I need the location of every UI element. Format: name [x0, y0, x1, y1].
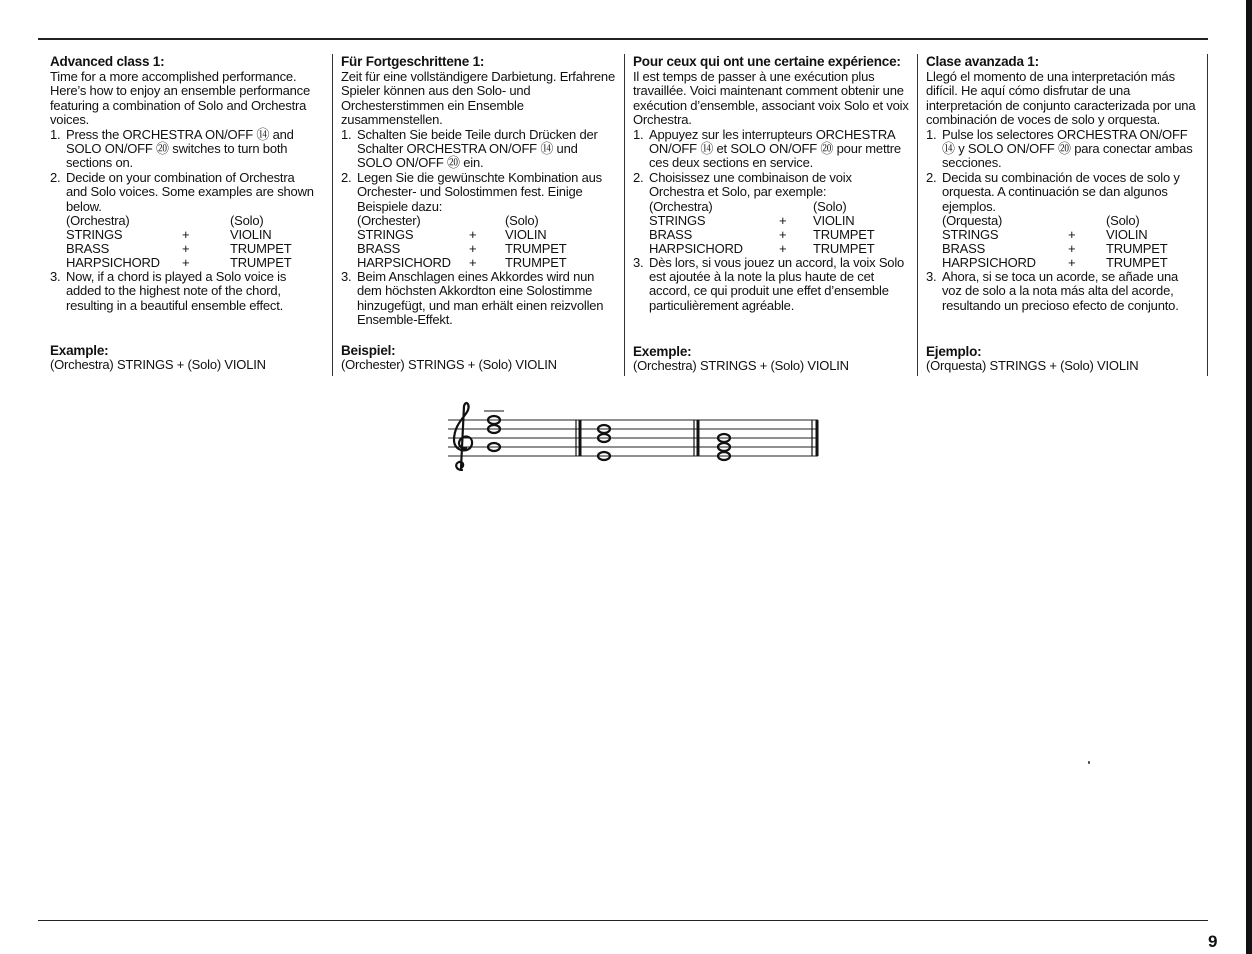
- step-number: 1.: [926, 126, 937, 142]
- step-item: [633, 171, 909, 256]
- music-staff-svg: [440, 400, 830, 480]
- orchestra-voice: HARPSICHORD: [649, 240, 743, 256]
- treble-clef-icon: [454, 403, 472, 470]
- example-text: (Orchestra) STRINGS + (Solo) VIOLIN: [633, 358, 849, 373]
- plus-sign: +: [469, 227, 477, 243]
- solo-voice: TRUMPET: [1106, 255, 1168, 271]
- step-number: 3.: [50, 269, 61, 285]
- bottom-rule: [38, 920, 1208, 921]
- example-text: (Orchestra) STRINGS + (Solo) VIOLIN: [50, 357, 266, 372]
- example-block: [50, 343, 266, 372]
- orchestra-header: (Orchester): [357, 213, 421, 229]
- step-item: [50, 270, 316, 313]
- orchestra-header: (Orchestra): [66, 213, 130, 229]
- column-divider: [1207, 54, 1208, 376]
- music-staff-illustration: [440, 400, 830, 480]
- staff-lines: [448, 420, 818, 456]
- column-divider: [332, 54, 333, 376]
- step-number: 3.: [341, 269, 352, 285]
- steps-list: [926, 128, 1200, 314]
- step-text: Decide on your combination of Orchestra and Solo voices. Some examples are shown below.: [66, 169, 314, 214]
- orchestra-voice: HARPSICHORD: [66, 255, 160, 271]
- column-divider: [917, 54, 918, 376]
- orchestra-voice: BRASS: [942, 241, 986, 257]
- plus-sign: +: [182, 255, 190, 271]
- step-text: Pulse los selectores ORCHESTRA ON/OFF ⑭ y SOLO ON/OFF ⑳ para conectar ambas secciones.: [942, 126, 1193, 171]
- step-text: Dès lors, si vous jouez un accord, la voix Solo est ajoutée à la note la plus haute de cet accord, ce qui produit une effet d’ensemble particulièrement agréable.: [649, 254, 905, 313]
- example-heading: Exemple:: [633, 344, 692, 359]
- step-item: [341, 128, 615, 171]
- step-item: [926, 128, 1200, 171]
- step-text: Choisissez une combinaison de voix Orchestra et Solo, par exemple:: [649, 169, 852, 200]
- intro-text: Zeit für eine vollständigere Darbietung. Erfahrene Spieler können aus den Solo- und Orchesterstimmen ein Ensemble zusammenstellen.: [341, 69, 615, 128]
- solo-voice: TRUMPET: [813, 226, 875, 242]
- step-text: Appuyez sur les interrupteurs ORCHESTRA ON/OFF ⑭ et SOLO ON/OFF ⑳ pour mettre ces deux sections en service.: [649, 126, 901, 171]
- voice-examples-table: [341, 214, 615, 270]
- solo-voice: VIOLIN: [813, 212, 855, 228]
- step-item: [50, 128, 316, 171]
- example-block: [341, 343, 557, 372]
- voice-examples-table: [942, 214, 1200, 270]
- step-item: [633, 256, 909, 314]
- plus-sign: +: [1068, 255, 1076, 271]
- plus-sign: +: [779, 240, 787, 256]
- example-block: [633, 344, 849, 373]
- step-text: Schalten Sie beide Teile durch Drücken der Schalter ORCHESTRA ON/OFF ⑭ und SOLO ON/OFF ⑳ ein.: [357, 126, 598, 171]
- step-number: 2.: [341, 169, 352, 185]
- step-item: [341, 171, 615, 270]
- column-spanish: [926, 54, 1200, 384]
- step-item: [926, 171, 1200, 270]
- plus-sign: +: [779, 212, 787, 228]
- plus-sign: +: [1068, 227, 1076, 243]
- solo-voice: TRUMPET: [505, 241, 567, 257]
- solo-header: (Solo): [1106, 213, 1140, 229]
- step-number: 2.: [926, 169, 937, 185]
- solo-header: (Solo): [813, 198, 847, 214]
- orchestra-voice: BRASS: [649, 226, 693, 242]
- page-number: 9: [1208, 932, 1218, 951]
- example-text: (Orchester) STRINGS + (Solo) VIOLIN: [341, 357, 557, 372]
- orchestra-voice: STRINGS: [942, 227, 999, 243]
- section-title: Für Fortgeschrittene 1:: [341, 54, 485, 69]
- print-speck: [1088, 761, 1090, 764]
- steps-list: [50, 128, 316, 314]
- steps-list: [341, 128, 615, 328]
- orchestra-voice: HARPSICHORD: [942, 255, 1036, 271]
- step-number: 1.: [341, 126, 352, 142]
- step-text: Press the ORCHESTRA ON/OFF ⑭ and SOLO ON/OFF ⑳ switches to turn both sections on.: [66, 126, 294, 171]
- step-text: Now, if a chord is played a Solo voice is added to the highest note of the chord, resulting in a beautiful ensemble effect.: [66, 269, 287, 313]
- example-heading: Ejemplo:: [926, 344, 982, 359]
- step-item: [926, 270, 1200, 313]
- header-spacer: [182, 214, 230, 228]
- plus-sign: +: [182, 241, 190, 257]
- orchestra-header: (Orchestra): [649, 198, 713, 214]
- step-text: Legen Sie die gewünschte Kombination aus Orchester- und Solostimmen fest. Einige Beispiele dazu:: [357, 169, 602, 214]
- voice-examples-table: [649, 200, 909, 256]
- solo-voice: VIOLIN: [230, 227, 272, 243]
- column-french: [633, 54, 909, 384]
- example-heading: Beispiel:: [341, 343, 396, 358]
- section-title: Advanced class 1:: [50, 54, 165, 69]
- solo-voice: TRUMPET: [230, 255, 292, 271]
- intro-text: Time for a more accomplished performance. Here’s how to enjoy an ensemble performance featuring a combination of Solo and Orchestra voices.: [50, 69, 310, 128]
- intro-text: Llegó el momento de una interpretación más difícil. He aquí cómo disfrutar de una interpretación de conjunto caracterizada por una combinación de voces de solo y orquesta.: [926, 69, 1196, 128]
- column-divider: [624, 54, 625, 376]
- solo-voice: TRUMPET: [230, 241, 292, 257]
- step-number: 2.: [50, 169, 61, 185]
- step-text: Beim Anschlagen eines Akkordes wird nun dem höchsten Akkordton eine Solostimme hinzugefügt, und man erhält einen reizvollen Ensemble-Effekt.: [357, 269, 604, 328]
- section-title: Pour ceux qui ont une certaine expérience:: [633, 54, 901, 69]
- step-number: 2.: [633, 169, 644, 185]
- step-text: Decida su combinación de voces de solo y orquesta. A continuación se dan algunos ejemplos.: [942, 169, 1180, 214]
- step-item: [633, 128, 909, 171]
- plus-sign: +: [469, 241, 477, 257]
- example-block: [926, 344, 1138, 373]
- example-heading: Example:: [50, 343, 109, 358]
- solo-voice: TRUMPET: [813, 240, 875, 256]
- step-number: 1.: [633, 126, 644, 142]
- step-item: [341, 270, 615, 328]
- solo-voice: VIOLIN: [505, 227, 547, 243]
- orchestra-header: (Orquesta): [942, 213, 1003, 229]
- chord-1: [488, 416, 500, 451]
- solo-voice: VIOLIN: [1106, 227, 1148, 243]
- solo-voice: TRUMPET: [505, 255, 567, 271]
- voice-examples-table: [66, 214, 316, 270]
- orchestra-voice: STRINGS: [649, 212, 706, 228]
- plus-sign: +: [1068, 241, 1076, 257]
- header-spacer: [469, 214, 505, 228]
- orchestra-voice: STRINGS: [66, 227, 123, 243]
- step-number: 1.: [50, 126, 61, 142]
- solo-header: (Solo): [230, 213, 264, 229]
- plus-sign: +: [779, 226, 787, 242]
- plus-sign: +: [469, 255, 477, 271]
- header-spacer: [779, 200, 813, 214]
- example-text: (Orquesta) STRINGS + (Solo) VIOLIN: [926, 358, 1139, 373]
- step-text: Ahora, si se toca un acorde, se añade una voz de solo a la nota más alta del acorde, resultando un precioso efecto de conjunto.: [942, 269, 1179, 313]
- orchestra-voice: BRASS: [357, 241, 401, 257]
- intro-text: Il est temps de passer à une exécution plus travaillée. Voici maintenant comment obtenir une exécution d’ensemble, associant voix Solo et voix Orchestra.: [633, 69, 909, 128]
- solo-header: (Solo): [505, 213, 539, 229]
- solo-voice: TRUMPET: [1106, 241, 1168, 257]
- column-german: [341, 54, 615, 384]
- orchestra-voice: HARPSICHORD: [357, 255, 451, 271]
- step-number: 3.: [633, 254, 644, 270]
- page-edge-bar: [1246, 0, 1252, 954]
- top-rule: [38, 38, 1208, 40]
- header-spacer: [1068, 214, 1106, 228]
- orchestra-voice: BRASS: [66, 241, 110, 257]
- step-number: 3.: [926, 269, 937, 285]
- orchestra-voice: STRINGS: [357, 227, 414, 243]
- section-title: Clase avanzada 1:: [926, 54, 1039, 69]
- chord-2: [598, 425, 610, 460]
- steps-list: [633, 128, 909, 314]
- column-english: [50, 54, 316, 384]
- plus-sign: +: [182, 227, 190, 243]
- step-item: [50, 171, 316, 270]
